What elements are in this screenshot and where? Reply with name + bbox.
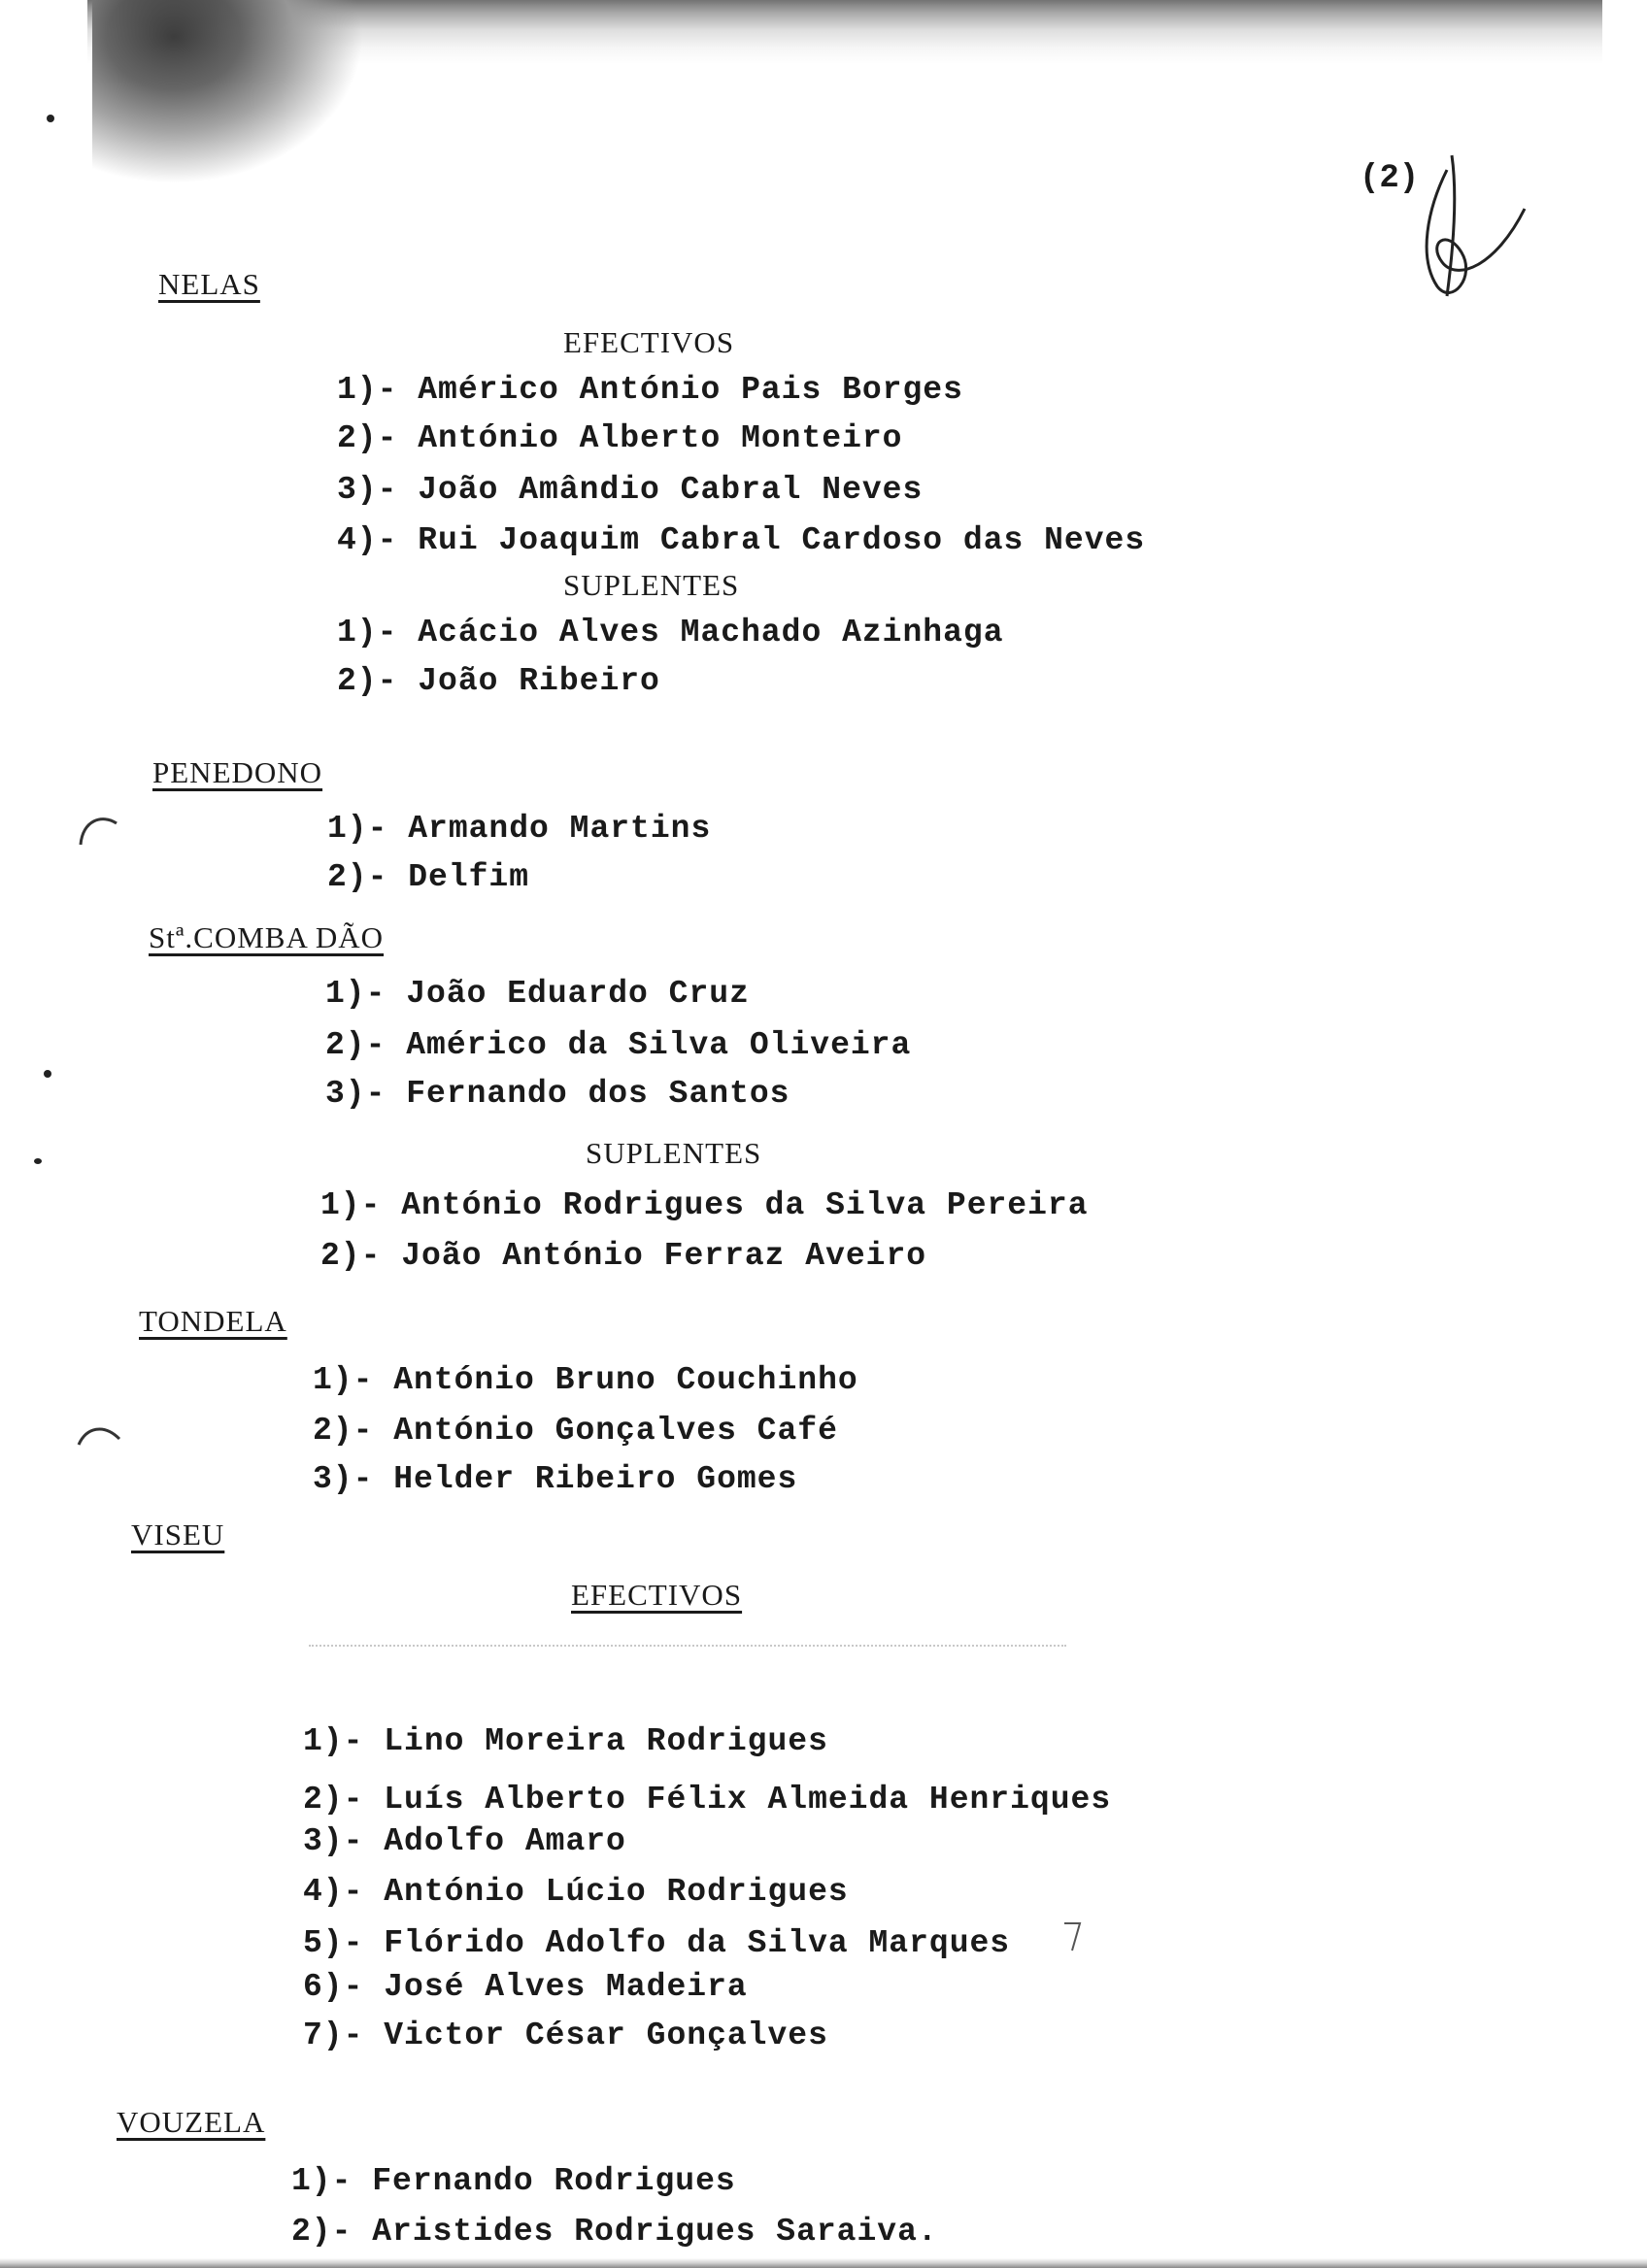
- list-item: 3)- Helder Ribeiro Gomes: [313, 1461, 798, 1497]
- list-item: 2)- António Gonçalves Café: [313, 1413, 838, 1449]
- ink-dot: [34, 1158, 42, 1164]
- list-item: 2)- João Ribeiro: [337, 663, 660, 699]
- list-item: 1)- Lino Moreira Rodrigues: [303, 1723, 828, 1759]
- section-heading: VISEU: [131, 1518, 225, 1551]
- list-item: 2)- António Alberto Monteiro: [337, 420, 903, 456]
- list-item: 2)- Aristides Rodrigues Saraiva.: [291, 2214, 938, 2250]
- list-item: 2)- Delfim: [327, 859, 530, 895]
- list-item: 7)- Victor César Gonçalves: [303, 2018, 828, 2053]
- list-item: 4)- Rui Joaquim Cabral Cardoso das Neves: [337, 522, 1146, 558]
- section-heading: PENEDONO: [152, 755, 323, 789]
- group-label: SUPLENTES: [586, 1136, 762, 1170]
- ink-dot: [44, 1070, 51, 1078]
- list-item: 2)- Américo da Silva Oliveira: [325, 1027, 912, 1063]
- ink-dot: [47, 115, 54, 122]
- list-item: 1)- Armando Martins: [327, 811, 712, 847]
- list-item: 6)- José Alves Madeira: [303, 1969, 748, 2005]
- scan-shadow-bottom: [0, 2258, 1647, 2268]
- list-item: 4)- António Lúcio Rodrigues: [303, 1874, 849, 1910]
- margin-pencil-mark: [1059, 1918, 1088, 1956]
- section-heading: Stª.COMBA DÃO: [149, 920, 385, 954]
- erased-text: [309, 1619, 1125, 1678]
- list-item: 3)- Adolfo Amaro: [303, 1823, 626, 1859]
- group-label: EFECTIVOS: [571, 1578, 743, 1612]
- list-item: 1)- João Eduardo Cruz: [325, 976, 750, 1012]
- page-number: (2): [1360, 160, 1420, 197]
- list-item: 3)- João Amândio Cabral Neves: [337, 472, 924, 508]
- list-item: 1)- Américo António Pais Borges: [337, 372, 963, 408]
- scan-smudge: [92, 0, 364, 184]
- list-item: 2)- Luís Alberto Félix Almeida Henriques: [303, 1782, 1112, 1818]
- signature-mark: [1408, 150, 1534, 306]
- section-heading: VOUZELA: [117, 2105, 266, 2139]
- group-label: SUPLENTES: [563, 568, 740, 602]
- group-label: EFECTIVOS: [563, 325, 735, 359]
- list-item: 1)- Acácio Alves Machado Azinhaga: [337, 615, 1004, 650]
- margin-check-mark: [73, 1416, 131, 1454]
- list-item: 1)- António Bruno Couchinho: [313, 1362, 858, 1398]
- section-heading: NELAS: [158, 267, 260, 301]
- section-heading: TONDELA: [139, 1304, 287, 1338]
- list-item: 2)- João António Ferraz Aveiro: [320, 1238, 927, 1274]
- list-item: 5)- Flórido Adolfo da Silva Marques: [303, 1925, 1011, 1961]
- margin-check-mark: [73, 806, 131, 854]
- list-item: 3)- Fernando dos Santos: [325, 1076, 790, 1112]
- list-item: 1)- António Rodrigues da Silva Pereira: [320, 1187, 1089, 1223]
- list-item: 1)- Fernando Rodrigues: [291, 2163, 736, 2199]
